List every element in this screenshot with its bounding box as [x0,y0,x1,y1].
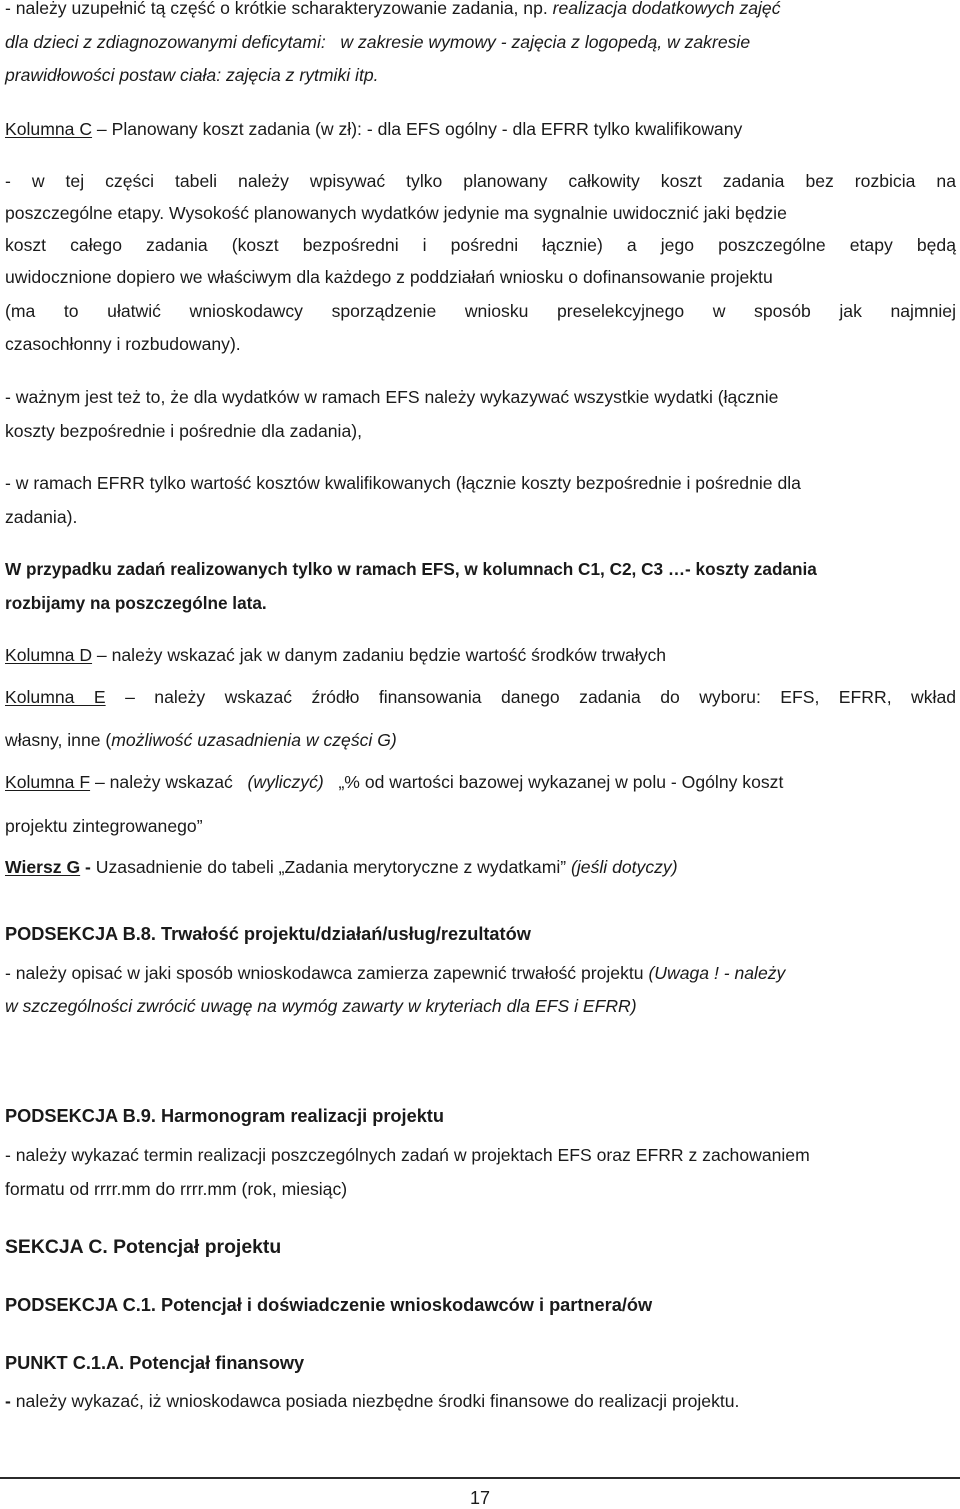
intro-italic-text: realizacja dodatkowych zajęć [552,0,781,18]
kolumna-c-p1-line-1: - w tej części tabeli należy wpisywać tylko planowany całkowity koszt zadania bez rozbicia na [5,171,956,191]
intro-text: - należy uzupełnić tą część o krótkie scharakteryzowanie zadania, np. [5,0,548,18]
kolumna-c-heading [5,118,956,140]
kolumna-c-title: Planowany koszt zadania (w zł): - dla EFS ogólny - dla EFRR tylko kwalifikowany [111,119,743,139]
page-number: 17 [469,1488,491,1508]
b9-line-1: - należy wykazać termin realizacji poszczególnych zadań w projektach EFS oraz EFRR z zachowaniem [5,1145,810,1165]
dash: – [90,772,110,792]
podsekcja-c1-heading: PODSEKCJA C.1. Potencjał i doświadczenie wnioskodawców i partnera/ów [5,1295,653,1315]
kolumna-e-italic: możliwość uzasadnienia w części G) [111,730,397,750]
kolumna-f-text: należy wskazać [109,772,233,792]
kolumna-c-p2-line-2: koszty bezpośrednie i pośrednie dla zadania), [5,421,362,441]
dash: – [92,119,112,139]
dash: – [105,687,155,707]
b8-line-1 [5,962,956,984]
wiersz-g-label: Wiersz G [5,857,81,877]
efs-note-line-1: W przypadku zadań realizowanych tylko w ramach EFS, w kolumnach C1, C2, C3 …- koszty zadania [5,559,817,579]
intro-line-2: dla dzieci z zdiagnozowanymi deficytami: w zakresie wymowy - zajęcia z logopedą, w zakresie [5,32,751,52]
kolumna-f-italic: (wyliczyć) [247,772,324,792]
kolumna-e-line-2 [5,729,956,751]
footer-rule [0,1477,960,1479]
c1a-line-1 [5,1390,956,1412]
dash: – [92,645,112,665]
kolumna-c-p1-line-2: poszczególne etapy. Wysokość planowanych wydatków jedynie ma sygnalnie uwidocznić jaki będzie [5,203,787,223]
intro-line-1 [5,0,956,19]
separator: - [80,857,96,877]
c1a-text: należy wykazać, iż wnioskodawca posiada niezbędne środki finansowe do realizacji projektu. [10,1391,740,1411]
kolumna-c-p1-line-6: czasochłonny i rozbudowany). [5,334,241,354]
kolumna-c-p1-line-5: (ma to ułatwić wnioskodawcy sporządzenie wniosku preselekcyjnego w sposób jak najmniej [5,301,956,321]
kolumna-d-text: należy wskazać jak w danym zadaniu będzie wartość środków trwałych [111,645,667,665]
kolumna-f-text-2: „% od wartości bazowej wykazanej w polu - Ogólny koszt [338,772,784,792]
c1a-dash: - [5,1391,11,1411]
kolumna-c-label: Kolumna C [5,119,93,139]
punkt-c1a-heading: PUNKT C.1.A. Potencjał finansowy [5,1353,305,1373]
kolumna-e-label: Kolumna E [5,687,106,707]
b8-italic: (Uwaga ! - należy [648,963,786,983]
kolumna-f-label: Kolumna F [5,772,91,792]
sekcja-c-heading: SEKCJA C. Potencjał projektu [5,1236,282,1258]
kolumna-f-line-2: projektu zintegrowanego” [5,816,203,836]
podsekcja-b9-heading: PODSEKCJA B.9. Harmonogram realizacji projektu [5,1106,444,1126]
kolumna-c-p1-line-3: koszt całego zadania (koszt bezpośredni i pośredni łącznie) a jego poszczególne etapy będą [5,235,956,255]
kolumna-c-p3-line-2: zadania). [5,507,78,527]
efs-note-line-2: rozbijamy na poszczególne lata. [5,593,267,613]
kolumna-c-p1-line-4: uwidocznione dopiero we właściwym dla każdego z poddziałań wniosku o dofinansowanie projektu [5,267,773,287]
kolumna-d-label: Kolumna D [5,645,93,665]
b8-text: - należy opisać w jaki sposób wnioskodawca zamierza zapewnić trwałość projektu [5,963,644,983]
wiersz-g-line [5,856,956,878]
kolumna-e-text: należy wskazać źródło finansowania danego zadania do wyboru: EFS, EFRR, wkład [154,687,957,707]
kolumna-c-p3-line-1: - w ramach EFRR tylko wartość kosztów kwalifikowanych (łącznie koszty bezpośrednie i pośrednie dla [5,473,801,493]
b9-line-2: formatu od rrrr.mm do rrrr.mm (rok, miesiąc) [5,1179,348,1199]
wiersz-g-italic: (jeśli dotyczy) [571,857,678,877]
podsekcja-b8-heading: PODSEKCJA B.8. Trwałość projektu/działań/usług/rezultatów [5,924,531,944]
kolumna-d-line [5,644,956,666]
kolumna-e-line-1 [5,686,956,708]
kolumna-f-line-1 [5,771,956,793]
b8-line-2: w szczególności zwrócić uwagę na wymóg zawarty w kryteriach dla EFS i EFRR) [5,996,637,1016]
kolumna-e-text-2: własny, inne ( [5,730,112,750]
intro-line-3: prawidłowości postaw ciała: zajęcia z rytmiki itp. [5,65,379,85]
wiersz-g-text: Uzasadnienie do tabeli „Zadania merytoryczne z wydatkami” [95,857,567,877]
kolumna-c-p2-line-1: - ważnym jest też to, że dla wydatków w ramach EFS należy wykazywać wszystkie wydatki (łącznie [5,387,779,407]
